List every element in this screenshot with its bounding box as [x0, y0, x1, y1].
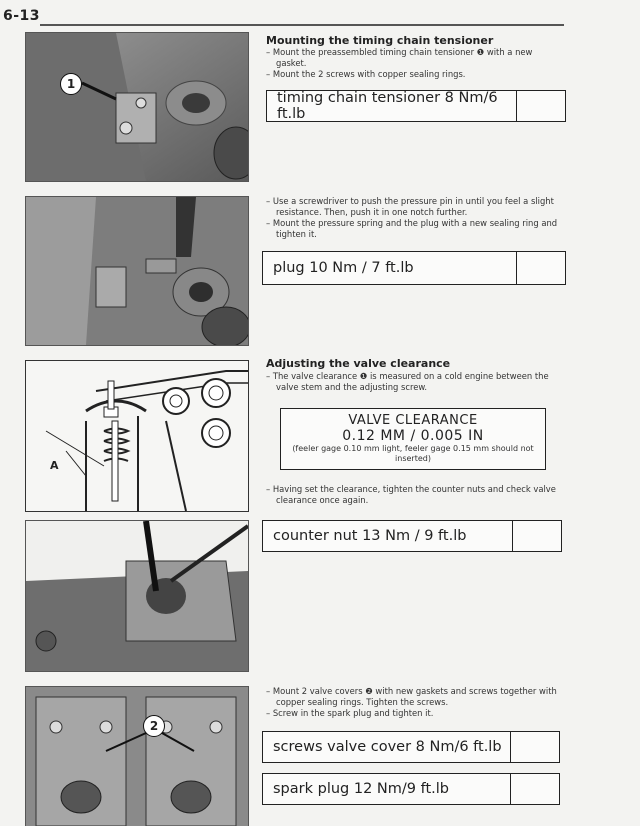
torque-box-valve-cover	[262, 731, 560, 763]
clearance-value: 0.12 MM / 0.005 IN	[342, 428, 484, 444]
check-box	[517, 252, 565, 284]
torque-box-counter-nut	[262, 520, 562, 552]
bullets-valve-clearance: – The valve clearance ❶ is measured on a cold engine between the valve stem and the adjusting screw.	[266, 371, 549, 392]
torque-box-timing-chain	[266, 90, 566, 122]
torque-value: counter nut 13 Nm / 9 ft.lb	[263, 521, 513, 551]
bullets-valve-covers: – Mount 2 valve covers ❷ with new gaskets and screws together with copper sealing rings. Tighten the screws. – Screw in the spark plug and tighten it.	[266, 686, 557, 718]
check-box	[517, 91, 565, 121]
torque-value: plug 10 Nm / 7 ft.lb	[263, 252, 517, 284]
bullets-pressure-pin: – Use a screwdriver to push the pressure pin in until you feel a slight resistance. Then, push it in one notch further. – Mount the pressure spring and the plug with a new sealing ring and tighten it.	[266, 196, 558, 239]
torque-value: screws valve cover 8 Nm/6 ft.lb	[263, 732, 511, 762]
torque-box-plug	[262, 251, 566, 285]
photo-timing-chain-tensioner	[25, 32, 249, 182]
torque-value: spark plug 12 Nm/9 ft.lb	[263, 774, 511, 804]
page-number: 6-13	[3, 8, 41, 24]
callout-marker-1: 1	[60, 73, 82, 95]
bullets-counter-nuts: – Having set the clearance, tighten the counter nuts and check valve clearance once again.	[266, 484, 556, 505]
photo-counter-nut	[25, 520, 249, 672]
callout-marker-2: 2	[143, 715, 165, 737]
clearance-title: VALVE CLEARANCE	[348, 413, 478, 428]
header-rule	[40, 24, 564, 26]
heading-valve-clearance: Adjusting the valve clearance	[266, 357, 451, 370]
clearance-note: (feeler gage 0.10 mm light, feeler gage 0.15 mm should not inserted)	[292, 444, 534, 463]
torque-value: timing chain tensioner 8 Nm/6 ft.lb	[267, 91, 517, 121]
diagram-label-a: A	[50, 459, 59, 472]
photo-pressure-pin	[25, 196, 249, 346]
check-box	[511, 774, 559, 804]
check-box	[513, 521, 561, 551]
valve-clearance-box	[280, 408, 546, 470]
bullets-timing-chain: – Mount the preassembled timing chain tensioner ❶ with a new gasket. – Mount the 2 screws with copper sealing rings.	[266, 47, 533, 79]
torque-box-spark-plug	[262, 773, 560, 805]
check-box	[511, 732, 559, 762]
valve-clearance-diagram	[25, 360, 249, 512]
heading-timing-chain: Mounting the timing chain tensioner	[266, 34, 494, 47]
photo-valve-covers	[25, 686, 249, 826]
